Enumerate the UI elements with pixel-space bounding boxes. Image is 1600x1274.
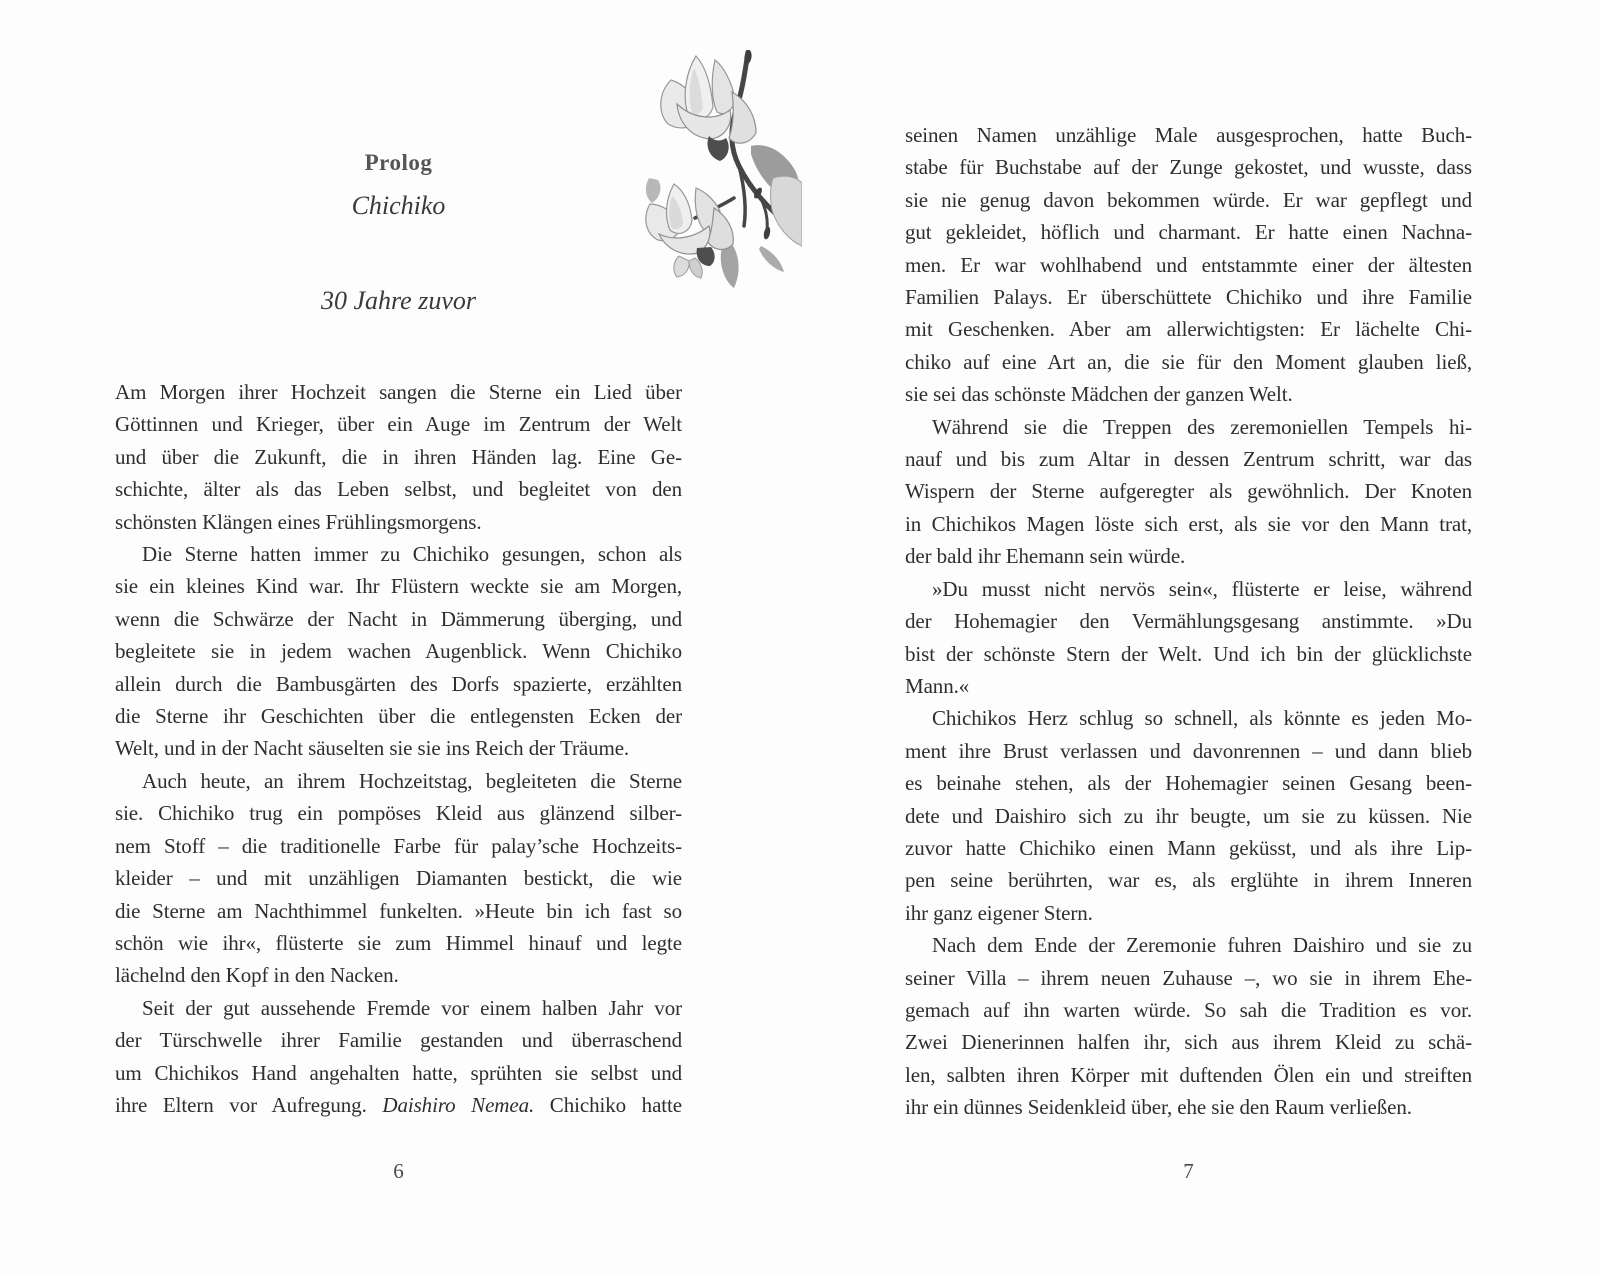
- text-line: gemach auf ihn warten würde. So sah die Tradition es vor.: [905, 997, 1472, 1022]
- text-line: der bald ihr Ehemann sein würde.: [905, 544, 1186, 569]
- text-line: pen seine berührten, war es, als erglühte in ihrem Inneren: [905, 868, 1472, 893]
- text-line: »Du musst nicht nervös sein«, flüsterte er leise, während: [932, 576, 1472, 601]
- text-line: Nach dem Ende der Zeremonie fuhren Daishiro und sie zu: [932, 933, 1472, 958]
- text-line: len, salbten ihren Körper mit duftenden Ölen ein und streiften: [905, 1062, 1472, 1087]
- text-line: in Chichikos Magen löste sich erst, als sie vor den Mann trat,: [905, 511, 1472, 536]
- text-line: nauf und bis zum Altar in dessen Zentrum schritt, war das: [905, 447, 1472, 472]
- text-line: Am Morgen ihrer Hochzeit sangen die Sterne ein Lied über: [115, 380, 682, 404]
- text-line: der Türschwelle ihrer Familie gestanden und überraschend: [115, 1028, 682, 1053]
- text-line: Familien Palays. Er überschüttete Chichiko und ihre Familie: [905, 285, 1472, 310]
- text-line: ihr ganz eigener Stern.: [905, 900, 1093, 925]
- text-line: seinen Namen unzählige Male ausgesprochen, hatte Buch-: [905, 123, 1472, 147]
- text-line: wenn die Schwärze der Nacht in Dämmerung überging, und: [115, 606, 682, 631]
- text-line: ment ihre Brust verlassen und davonrennen – und dann blieb: [905, 738, 1472, 763]
- text-line: der Hohemagier den Vermählungsgesang anstimmte. »Du: [905, 609, 1472, 634]
- text-line: und über die Zukunft, die in ihren Händen lag. Eine Ge-: [115, 444, 682, 469]
- text-line: Seit der gut aussehende Fremde vor einem halben Jahr vor: [142, 995, 682, 1020]
- text-line: die Sterne ihr Geschichten über die entlegensten Ecken der: [115, 704, 682, 729]
- text-line: Göttinnen und Krieger, über ein Auge im Zentrum der Welt: [115, 412, 682, 437]
- text-line: Wispern der Sterne aufgeregter als gewöhnlich. Der Knoten: [905, 479, 1472, 504]
- text-line: schön wie ihr«, flüsterte sie zum Himmel hinauf und legte: [115, 930, 682, 955]
- lower-blossom: [646, 184, 733, 266]
- text-line: seiner Villa – ihrem neuen Zuhause –, wo sie in ihrem Ehe-: [905, 965, 1472, 990]
- text-line: ihr ein dünnes Seidenkleid über, ehe sie den Raum verließen.: [905, 1095, 1412, 1120]
- text-line: lächelnd den Kopf in den Nacken.: [115, 963, 399, 988]
- right-text-column: [905, 119, 1472, 1124]
- text-line: kleider – und mit unzähligen Diamanten bestickt, die wie: [115, 866, 682, 891]
- text-line: ihre Eltern vor Aufregung. Daishiro Nemea. Chichiko hatte: [115, 1092, 682, 1117]
- flower-bud: [674, 256, 702, 278]
- text-line: bist der schönste Stern der Welt. Und ich bin der glücklichste: [905, 641, 1472, 666]
- text-line: men. Er war wohlhabend und entstammte einer der ältesten: [905, 252, 1472, 277]
- text-line: die Sterne am Nachthimmel funkelten. »Heute bin ich fast so: [115, 898, 682, 923]
- text-line: gut gekleidet, höflich und charmant. Er hatte einen Nachna-: [905, 220, 1472, 245]
- page-number-left: 6: [393, 1159, 404, 1183]
- text-line: Zwei Dienerinnen halfen ihr, sich aus ihrem Kleid zu schä-: [905, 1030, 1472, 1055]
- page-number-right: 7: [1183, 1159, 1194, 1183]
- text-line: nem Stoff – die traditionelle Farbe für palay’sche Hochzeits-: [115, 833, 682, 858]
- text-line: schönsten Klängen eines Frühlingsmorgens.: [115, 509, 482, 534]
- text-line: um Chichikos Hand angehalten hatte, sprühten sie selbst und: [115, 1060, 682, 1085]
- upper-blossom: [661, 56, 756, 161]
- text-line: sie nie genug davon bekommen würde. Er war gepflegt und: [905, 187, 1472, 212]
- text-line: schichte, älter als das Leben selbst, und begleitet von den: [115, 477, 682, 502]
- left-text-column: [115, 376, 682, 1121]
- text-line: mit Geschenken. Aber am allerwichtigsten: Er lächelte Chi-: [905, 317, 1472, 342]
- text-line: sie. Chichiko trug ein pompöses Kleid aus glänzend silber-: [115, 801, 682, 826]
- text-line: chiko auf eine Art an, die sie für den Moment glauben ließ,: [905, 349, 1472, 374]
- chapter-title: Prolog: [364, 150, 433, 175]
- text-line: stabe für Buchstabe auf der Zunge gekostet, und wusste, dass: [905, 155, 1472, 180]
- text-line: Mann.«: [905, 673, 970, 698]
- text-line: Auch heute, an ihrem Hochzeitstag, begleiteten die Sterne: [142, 768, 682, 793]
- chapter-subtitle: Chichiko: [351, 191, 446, 220]
- chapter-dateline: 30 Jahre zuvor: [320, 286, 476, 315]
- text-line: zuvor hatte Chichiko einen Mann geküsst, und als ihre Lip-: [905, 835, 1472, 860]
- text-line: Die Sterne hatten immer zu Chichiko gesungen, schon als: [142, 542, 682, 567]
- text-line: sie ein kleines Kind war. Ihr Flüstern weckte sie am Morgen,: [115, 574, 682, 599]
- text-line: allein durch die Bambusgärten des Dorfs spazierte, erzählten: [115, 671, 682, 696]
- text-line: sie sei das schönste Mädchen der ganzen Welt.: [905, 382, 1293, 407]
- text-line: Chichikos Herz schlug so schnell, als könnte es jeden Mo-: [932, 706, 1472, 731]
- text-line: Welt, und in der Nacht säuselten sie sie ins Reich der Träume.: [115, 736, 630, 761]
- text-line: es beinahe stehen, als der Hohemagier seinen Gesang been-: [905, 771, 1472, 796]
- text-line: begleitete sie in jedem wachen Augenblick. Wenn Chichiko: [115, 639, 682, 664]
- magnolia-illustration: [645, 50, 802, 290]
- text-line: dete und Daishiro sich zu ihr beugte, um sie zu küssen. Nie: [905, 803, 1472, 828]
- text-line: Während sie die Treppen des zeremoniellen Tempels hi-: [932, 414, 1472, 439]
